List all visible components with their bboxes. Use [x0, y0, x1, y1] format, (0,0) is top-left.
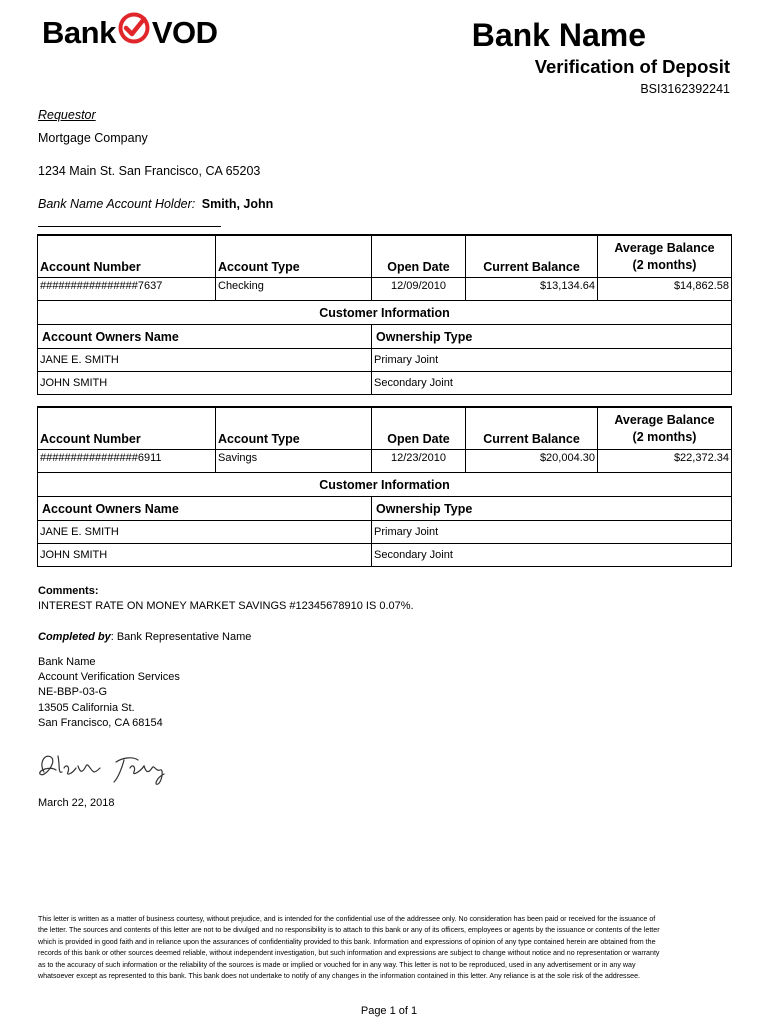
account-number-cell: ################6911 [38, 450, 216, 473]
open-date-cell: 12/09/2010 [372, 278, 466, 301]
account-holder-name: Smith, John [201, 197, 274, 211]
requestor-company: Mortgage Company [38, 131, 148, 145]
avg-balance-line2: (2 months) [632, 257, 697, 272]
current-balance-cell: $13,134.64 [466, 278, 598, 301]
completed-by-label: Completed by [38, 631, 111, 643]
col-header-open-date: Open Date [372, 407, 466, 450]
account-holder-label: Bank Name Account Holder: [38, 197, 196, 211]
account-holder-line [38, 197, 273, 212]
customer-info-heading: Customer Information [38, 301, 732, 325]
logo-text-left: Bank [42, 15, 116, 51]
col-header-owners-name: Account Owners Name [38, 497, 372, 521]
col-header-account-number: Account Number [38, 407, 216, 450]
bankvod-logo [42, 14, 218, 56]
account-table-savings [37, 406, 732, 567]
owner-name-cell: JANE E. SMITH [38, 521, 372, 544]
handwritten-signature [36, 748, 176, 793]
letter-date: March 22, 2018 [38, 797, 115, 809]
owner-name-cell: JOHN SMITH [38, 544, 372, 567]
owner-name-cell: JANE E. SMITH [38, 349, 372, 372]
logo-text-right: VOD [151, 15, 218, 51]
document-title: Verification of Deposit [534, 56, 730, 77]
page-number: Page 1 of 1 [360, 1005, 418, 1017]
avg-balance-line1: Average Balance [614, 412, 715, 427]
ownership-type-cell: Secondary Joint [372, 544, 732, 567]
account-row [38, 450, 732, 473]
customer-info-heading: Customer Information [38, 473, 732, 497]
col-header-ownership-type: Ownership Type [372, 325, 732, 349]
col-header-account-number: Account Number [38, 235, 216, 278]
account-row [38, 278, 732, 301]
owner-row [38, 521, 732, 544]
col-header-average-balance [598, 235, 732, 278]
col-header-ownership-type: Ownership Type [372, 497, 732, 521]
disclaimer-text: This letter is written as a matter of business courtesy, without prejudice, and is intended for the confidential use of the addressee only. No consideration has been paid or received for the issuance of the letter. The sources and contents of this letter are not to be divulged and no responsibility is to attach to this bank or any of its officers, employees or agents by the issuance or contents of the letter which is provided in good faith and in reliance upon the assurances of confidentiality provided to this bank. Information and expressions of opinion of any type contained herein are obtained from the records of this bank or other sources deemed reliable, without independent investigation, but such information and expressions are subject to change without notice and no representation or warranty as to the accuracy of such information or the reliability of the sources is made or implied or vouched for in any way. This letter is not to be reproduced, used in any advertisement or in any way whatsoever except as represented to this bank. This bank does not undertake to notify of any changes in the information contained in this letter. Any reliance is at the sole risk of the addressee. [38, 915, 660, 981]
bank-name-title: Bank Name [471, 17, 646, 53]
section-divider [38, 226, 221, 227]
account-number-cell: ################7637 [38, 278, 216, 301]
checkmark-badge-icon [117, 11, 151, 53]
comments-text: INTEREST RATE ON MONEY MARKET SAVINGS #12345678910 IS 0.07%. [38, 600, 414, 612]
col-header-open-date: Open Date [372, 235, 466, 278]
col-header-account-type: Account Type [216, 235, 372, 278]
address-line: NE-BBP-03-G [38, 686, 108, 699]
col-header-average-balance [598, 407, 732, 450]
requestor-address: 1234 Main St. San Francisco, CA 65203 [38, 164, 261, 178]
ownership-type-cell: Secondary Joint [372, 372, 732, 395]
address-line: San Francisco, CA 68154 [38, 716, 163, 729]
owner-row [38, 544, 732, 567]
account-type-cell: Checking [216, 278, 372, 301]
col-header-current-balance: Current Balance [466, 235, 598, 278]
col-header-account-type: Account Type [216, 407, 372, 450]
address-line: 13505 California St. [38, 701, 135, 714]
owner-row [38, 349, 732, 372]
address-line: Account Verification Services [38, 671, 180, 684]
ownership-type-cell: Primary Joint [372, 521, 732, 544]
open-date-cell: 12/23/2010 [372, 450, 466, 473]
reference-number: BSI3162392241 [640, 82, 730, 96]
ownership-type-cell: Primary Joint [372, 349, 732, 372]
bank-address-block [38, 655, 180, 731]
average-balance-cell: $22,372.34 [598, 450, 732, 473]
avg-balance-line2: (2 months) [632, 429, 697, 444]
avg-balance-line1: Average Balance [614, 240, 715, 255]
comments-label: Comments: [38, 585, 99, 597]
completed-by-value: : Bank Representative Name [110, 631, 252, 643]
col-header-owners-name: Account Owners Name [38, 325, 372, 349]
average-balance-cell: $14,862.58 [598, 278, 732, 301]
account-type-cell: Savings [216, 450, 372, 473]
completed-by-line [38, 630, 251, 645]
current-balance-cell: $20,004.30 [466, 450, 598, 473]
owner-row [38, 372, 732, 395]
owner-name-cell: JOHN SMITH [38, 372, 372, 395]
col-header-current-balance: Current Balance [466, 407, 598, 450]
requestor-label: Requestor [38, 108, 96, 122]
address-line: Bank Name [38, 656, 96, 668]
account-table-checking [37, 234, 732, 395]
